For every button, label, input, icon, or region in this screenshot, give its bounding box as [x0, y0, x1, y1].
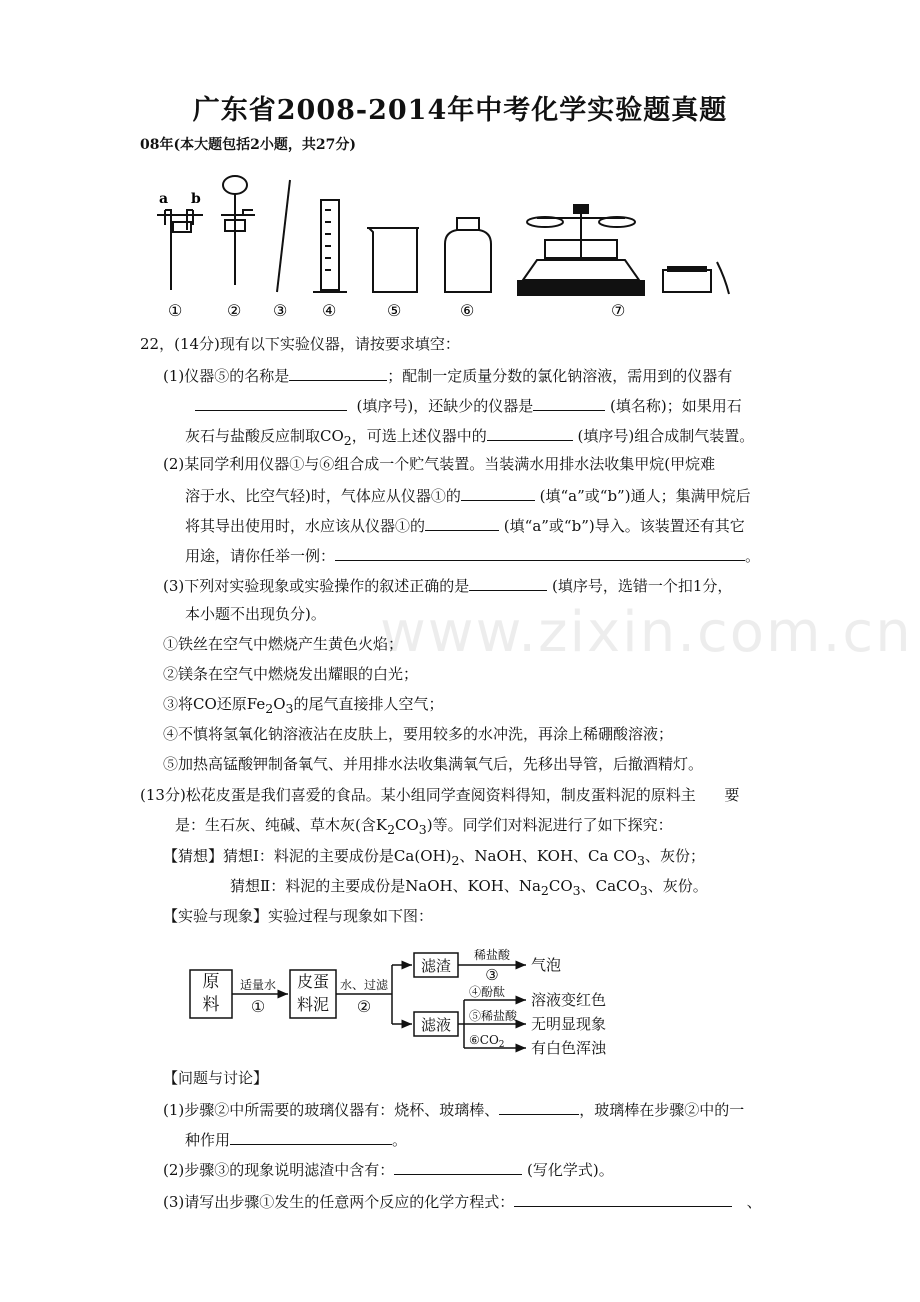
step4-result: 溶液变红色	[531, 991, 607, 1009]
step3-number: ③	[485, 966, 499, 984]
raw-material-label: 料	[202, 995, 220, 1015]
apparatus-label-7: ⑦	[611, 301, 626, 320]
apparatus-label-6: ⑥	[460, 301, 475, 320]
apparatus-label-2: ②	[227, 301, 242, 320]
step6-label: $⑥CO_2$	[469, 1033, 505, 1050]
watermark: www.zixin.com.cn	[380, 600, 913, 665]
port-b-label: b	[191, 191, 201, 207]
step5-result: 无明显现象	[531, 1015, 607, 1033]
option-5: ⑤加热高锰酸钾制备氧气、并用排水法收集满氧气后，先移出导管，后撤酒精灯。	[163, 755, 704, 773]
step1-number: ①	[250, 997, 266, 1016]
raw-material-label: 原	[202, 972, 220, 992]
filtrate-label: 滤液	[420, 1016, 452, 1034]
apparatus-label-1: ①	[168, 301, 183, 320]
discussion-q1-line2: 种作用 。	[185, 1128, 407, 1150]
answer-blank[interactable]	[533, 394, 605, 411]
discussion-heading: 【问题与讨论】	[163, 1069, 269, 1087]
answer-blank[interactable]	[289, 364, 387, 381]
q22-part1-line1: (1)仪器⑤的名称是 ；配制一定质量分数的氯化钠溶液，需用到的仪器有	[163, 364, 732, 386]
answer-blank[interactable]	[195, 394, 347, 411]
answer-blank[interactable]	[425, 514, 499, 531]
step2-label: 水、过滤	[339, 978, 389, 992]
residue-label: 滤渣	[420, 957, 452, 975]
port-a-label: a	[159, 191, 169, 207]
answer-blank[interactable]	[499, 1098, 579, 1115]
q22-part2-line2: 溶于水、比空气轻)时，气体应从仪器①的 (填“a”或“b”)通人；集满甲烷后	[185, 484, 751, 506]
discussion-q3: (3)请写出步骤①发生的任意两个反应的化学方程式： 、	[163, 1190, 762, 1212]
q22-part2-line3: 将其导出使用时，水应该从仪器①的 (填“a”或“b”)导入。该装置还有其它	[185, 514, 745, 536]
experiment-heading: 【实验与现象】实验过程与现象如下图：	[163, 907, 434, 925]
answer-blank[interactable]	[230, 1128, 392, 1145]
page-title: 广东省2008-2014年中考化学实验题真题	[192, 95, 728, 126]
option-1: ①铁丝在空气中燃烧产生黄色火焰；	[163, 635, 404, 653]
answer-blank[interactable]	[335, 544, 745, 561]
step5-label: ⑤稀盐酸	[469, 1009, 518, 1023]
guess-1: 【猜想】猜想Ⅰ：料泥的主要成份是$Ca(OH)_2$、NaOH、KOH、Ca $CO_3$、灰份；	[163, 847, 705, 868]
q22-part2-line4: 用途，请你任举一例： 。	[185, 544, 760, 566]
apparatus-illustration	[145, 170, 745, 320]
q22-intro: 22，(14分)现有以下实验仪器，请按要求填空：	[140, 335, 460, 353]
step6-result: 有白色浑浊	[531, 1039, 607, 1057]
answer-blank[interactable]	[514, 1190, 732, 1207]
q22-part2-line1: (2)某同学利用仪器①与⑥组合成一个贮气装置。当装满水用排水法收集甲烷(甲烷难	[163, 455, 716, 473]
option-2: ②镁条在空气中燃烧发出耀眼的白光；	[163, 665, 419, 683]
answer-blank[interactable]	[487, 424, 573, 441]
option-3: ③将CO还原$Fe_2O_3$的尾气直接排人空气；	[163, 695, 444, 716]
step4-label: ④酚酞	[469, 985, 506, 999]
discussion-q2: (2)步骤③的现象说明滤渣中含有： (写化学式)。	[163, 1158, 614, 1180]
answer-blank[interactable]	[469, 574, 547, 591]
apparatus-label-4: ④	[322, 301, 337, 320]
q22-part3-line2: 本小题不出现负分)。	[185, 605, 326, 623]
bubbles-result: 气泡	[531, 956, 562, 974]
step3-label: 稀盐酸	[473, 948, 511, 962]
apparatus-label-5: ⑤	[387, 301, 402, 320]
experiment-flow-diagram	[186, 940, 636, 1060]
guess-2: 猜想Ⅱ：料泥的主要成份是NaOH、KOH、$Na_2CO_3$、CaCO$_3$、灰份。	[230, 877, 708, 898]
answer-blank[interactable]	[461, 484, 535, 501]
paste-label: 料泥	[296, 995, 330, 1014]
step1-label: 适量水	[239, 978, 277, 992]
q22-part1-line2: (填序号)，还缺少的仪器是 (填名称)；如果用石	[195, 394, 742, 416]
discussion-q1-line1: (1)步骤②中所需要的玻璃仪器有：烧杯、玻璃棒、 ，玻璃棒在步骤②中的一	[163, 1098, 744, 1120]
option-4: ④不慎将氢氧化钠溶液沾在皮肤上，要用较多的水冲洗，再涂上稀硼酸溶液；	[163, 725, 674, 743]
q22-part1-line3: 灰石与盐酸反应制取$CO_2$，可选上述仪器中的 (填序号)组合成制气装置。	[185, 424, 754, 451]
apparatus-label-3: ③	[273, 301, 288, 320]
q22-part3-line1: (3)下列对实验现象或实验操作的叙述正确的是 (填序号，选错一个扣1分，	[163, 574, 732, 596]
q23-intro-line1: (13分)松花皮蛋是我们喜爱的食品。某小组同学查阅资料得知，制皮蛋料泥的原料主 要	[140, 786, 740, 804]
section-heading: 08年(本大题包括2小题，共27分)	[140, 137, 356, 153]
step2-number: ②	[356, 997, 372, 1016]
paste-label: 皮蛋	[296, 972, 330, 991]
answer-blank[interactable]	[394, 1158, 522, 1175]
q23-intro-line2: 是：生石灰、纯碱、草木灰(含$K_2CO_3$)等。同学们对料泥进行了如下探究：	[175, 816, 673, 837]
